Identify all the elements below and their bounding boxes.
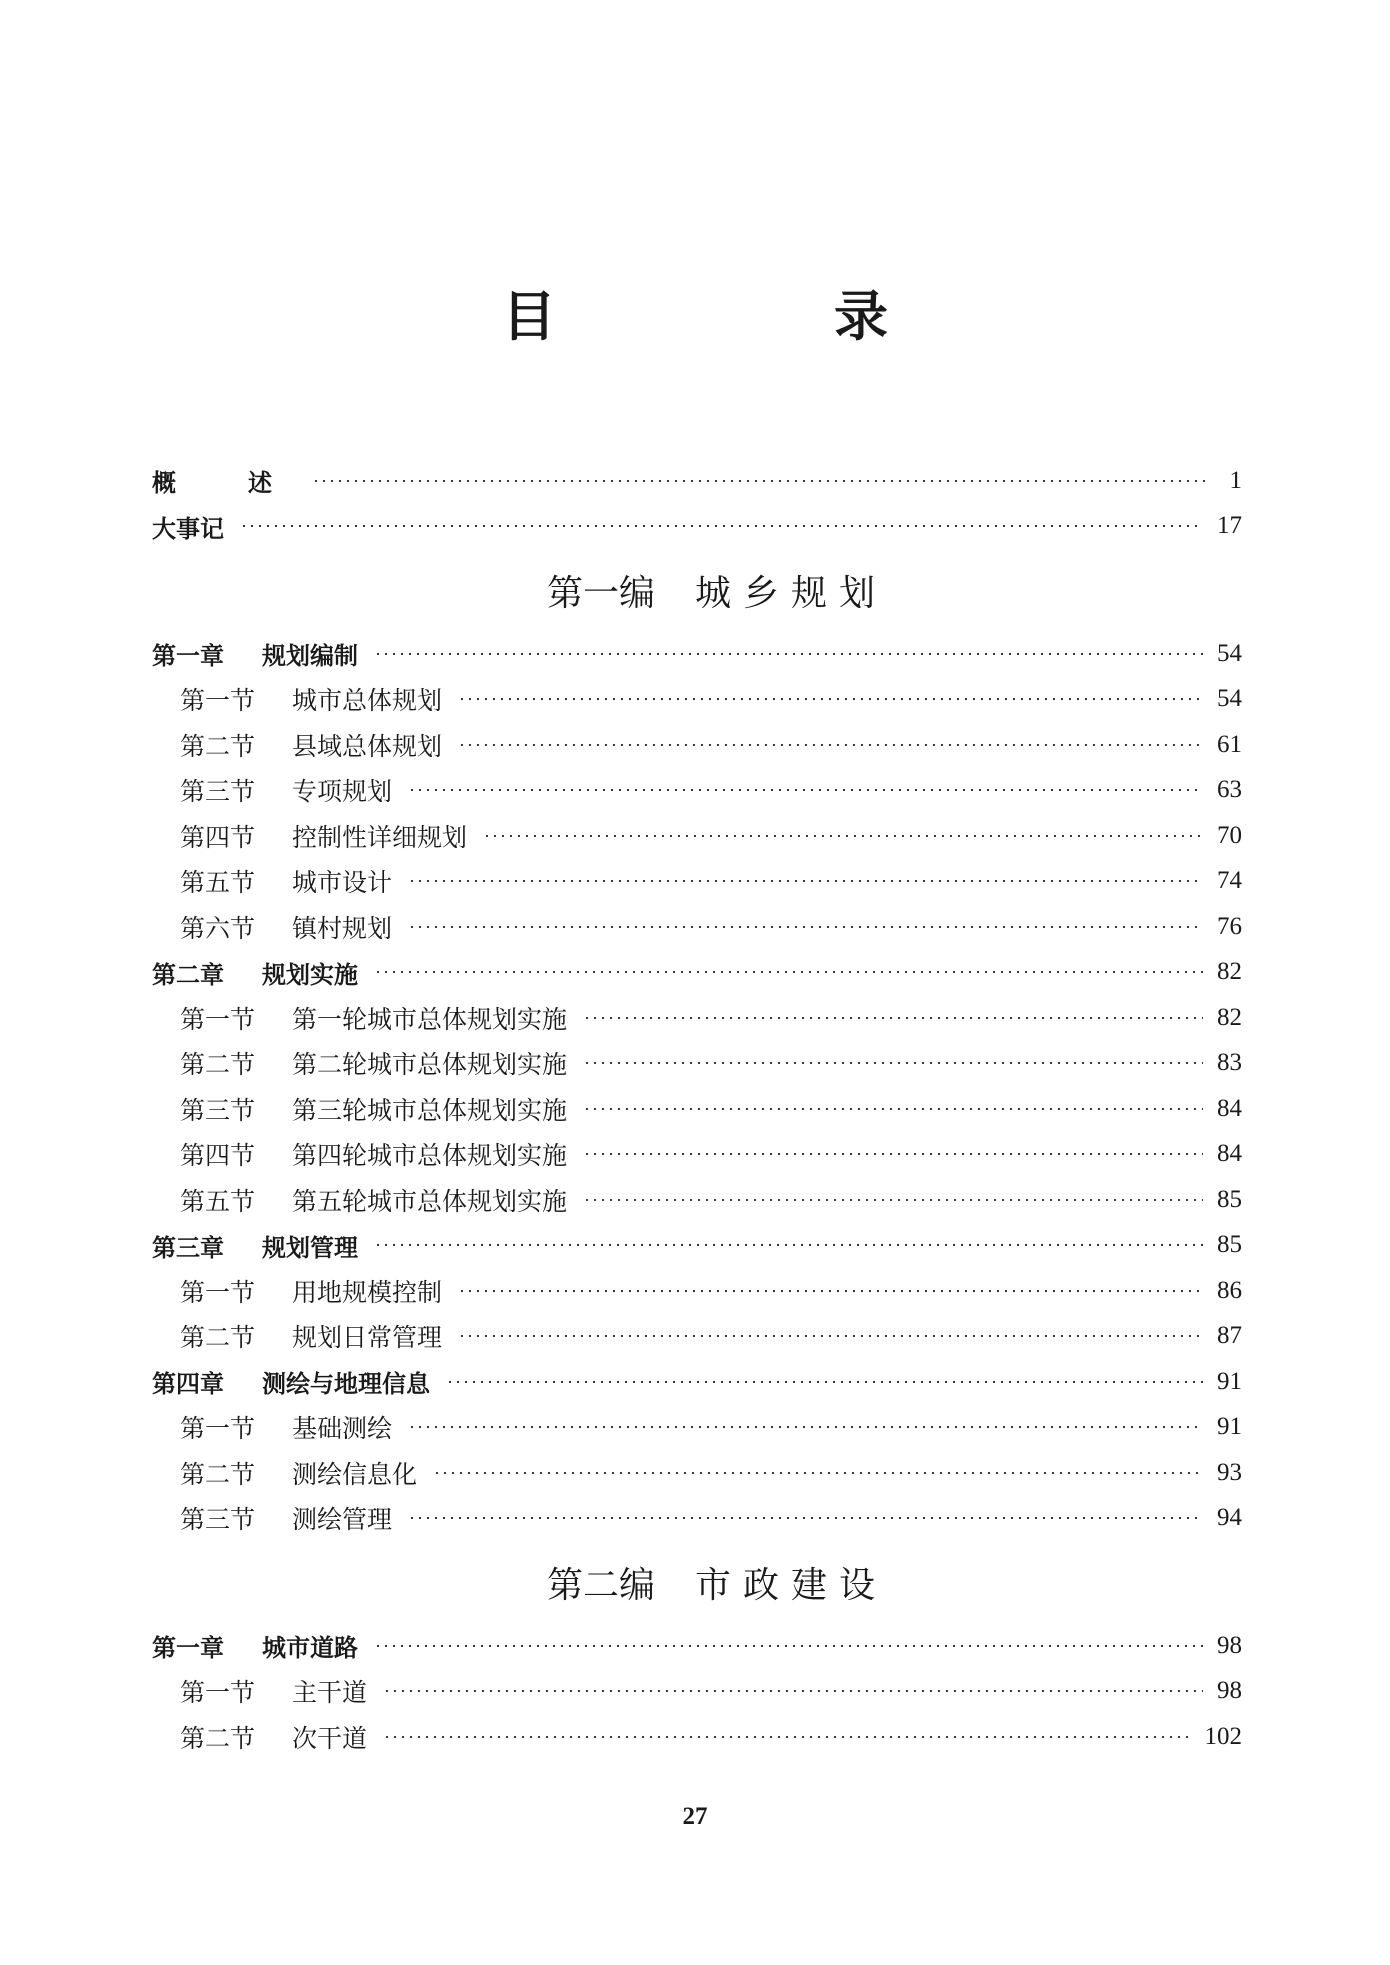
section-label [180, 1045, 567, 1081]
section-number: 第一节 [180, 1678, 256, 1708]
toc-entry-overview[interactable] [152, 458, 1242, 504]
section-page: 86 [1217, 1276, 1242, 1304]
section-number: 第二节 [180, 1723, 256, 1753]
section-page: 85 [1217, 1185, 1242, 1213]
section-title: 城市总体规划 [292, 686, 443, 716]
section-label [180, 1000, 567, 1036]
dot-leader [408, 1515, 1203, 1521]
dot-leader [374, 1242, 1203, 1248]
part-heading [152, 1541, 1242, 1623]
chapter-page: 98 [1217, 1631, 1242, 1659]
section-title: 测绘信息化 [292, 1459, 418, 1489]
chapter-label [152, 1364, 430, 1399]
toc-section-entry[interactable] [152, 1450, 1242, 1496]
entry-title: 概 述 [152, 469, 296, 498]
part-heading [152, 549, 1242, 631]
entry-title: 大事记 [152, 514, 224, 543]
dot-leader [458, 1333, 1203, 1339]
section-label [180, 1455, 417, 1491]
dot-leader [583, 1151, 1203, 1157]
dot-leader [583, 1106, 1203, 1112]
section-title: 第四轮城市总体规划实施 [292, 1141, 568, 1171]
chapter-page: 91 [1217, 1367, 1242, 1395]
section-number: 第一节 [180, 1414, 256, 1444]
section-number: 第二节 [180, 1323, 256, 1353]
section-number: 第三节 [180, 1505, 256, 1535]
section-number: 第四节 [180, 1141, 256, 1171]
toc-entry-chronicle[interactable] [152, 504, 1242, 550]
chapter-title: 规划实施 [262, 960, 358, 989]
chapter-label [152, 1228, 358, 1263]
section-page: 94 [1217, 1504, 1242, 1532]
page-title: 目 录 [502, 285, 1000, 348]
section-number: 第一节 [180, 1277, 256, 1307]
dot-leader [458, 1288, 1203, 1294]
entry-page: 1 [1229, 466, 1242, 494]
chapter-title: 规划编制 [262, 642, 358, 671]
section-label [180, 1500, 392, 1536]
section-label [180, 863, 392, 899]
dot-leader [583, 1060, 1203, 1066]
chapter-title: 测绘与地理信息 [262, 1370, 430, 1399]
section-title: 用地规模控制 [292, 1277, 443, 1307]
section-number: 第二节 [180, 1050, 256, 1080]
dot-leader [374, 1643, 1203, 1649]
section-number: 第一节 [180, 686, 256, 716]
chapter-title: 规划管理 [262, 1233, 358, 1262]
section-title: 第三轮城市总体规划实施 [292, 1095, 568, 1125]
section-page: 54 [1217, 685, 1242, 713]
section-page: 61 [1217, 730, 1242, 758]
section-title: 主干道 [292, 1678, 368, 1708]
section-label [180, 727, 442, 763]
chapter-page: 85 [1217, 1231, 1242, 1259]
toc-section-entry[interactable] [152, 1132, 1242, 1178]
toc-section-entry[interactable] [152, 1268, 1242, 1314]
toc-section-entry[interactable] [152, 1086, 1242, 1132]
section-page: 87 [1217, 1322, 1242, 1350]
section-label [180, 1136, 567, 1172]
chapter-number: 第一章 [152, 1634, 224, 1663]
toc-chapter-entry[interactable] [152, 950, 1242, 996]
toc-chapter-entry[interactable] [152, 1623, 1242, 1669]
toc-chapter-entry[interactable] [152, 1223, 1242, 1269]
section-label [180, 909, 392, 945]
dot-leader [583, 1015, 1203, 1021]
entry-page: 17 [1217, 512, 1242, 540]
section-title: 专项规划 [292, 777, 393, 807]
toc-chapter-entry[interactable] [152, 631, 1242, 677]
section-label [180, 1091, 567, 1127]
section-title: 第一轮城市总体规划实施 [292, 1004, 568, 1034]
table-of-contents [152, 458, 1242, 1760]
chapter-label [152, 636, 358, 671]
chapter-page: 54 [1217, 639, 1242, 667]
chapter-number: 第二章 [152, 960, 224, 989]
toc-section-entry[interactable] [152, 1496, 1242, 1542]
section-title: 镇村规划 [292, 913, 393, 943]
section-title: 测绘管理 [292, 1505, 393, 1535]
section-number: 第五节 [180, 868, 256, 898]
toc-section-entry[interactable] [152, 904, 1242, 950]
section-number: 第四节 [180, 822, 256, 852]
dot-leader [240, 523, 1203, 529]
dot-leader [446, 1379, 1203, 1385]
toc-section-entry[interactable] [152, 813, 1242, 859]
section-label [180, 1318, 442, 1354]
dot-leader [408, 878, 1203, 884]
toc-section-entry[interactable] [152, 768, 1242, 814]
dot-leader [408, 924, 1203, 930]
section-title: 县域总体规划 [292, 731, 443, 761]
section-title: 次干道 [292, 1723, 368, 1753]
section-page: 84 [1217, 1140, 1242, 1168]
chapter-title: 城市道路 [262, 1634, 358, 1663]
chapter-label [152, 1628, 358, 1663]
dot-leader [483, 833, 1203, 839]
toc-section-entry[interactable] [152, 1314, 1242, 1360]
section-page: 83 [1217, 1049, 1242, 1077]
section-number: 第六节 [180, 913, 256, 943]
dot-leader [408, 787, 1203, 793]
toc-section-entry[interactable] [152, 859, 1242, 905]
dot-leader [583, 1197, 1203, 1203]
section-label [180, 1273, 442, 1309]
section-number: 第二节 [180, 1459, 256, 1489]
section-page: 63 [1217, 776, 1242, 804]
section-number: 第三节 [180, 1095, 256, 1125]
section-page: 70 [1217, 821, 1242, 849]
toc-section-entry[interactable] [152, 677, 1242, 723]
chapter-number: 第一章 [152, 642, 224, 671]
dot-leader [458, 742, 1203, 748]
dot-leader [433, 1470, 1203, 1476]
dot-leader [312, 478, 1208, 484]
section-page: 102 [1204, 1722, 1242, 1750]
section-page: 93 [1217, 1458, 1242, 1486]
chapter-number: 第三章 [152, 1233, 224, 1262]
chapter-number: 第四章 [152, 1370, 224, 1399]
toc-section-entry[interactable] [152, 1714, 1242, 1760]
section-page: 76 [1217, 912, 1242, 940]
part-name: 城乡规划 [695, 572, 888, 614]
section-label [180, 818, 467, 854]
section-title: 第二轮城市总体规划实施 [292, 1050, 568, 1080]
dot-leader [458, 696, 1203, 702]
toc-section-entry[interactable] [152, 995, 1242, 1041]
section-label [180, 1182, 567, 1218]
section-page: 84 [1217, 1094, 1242, 1122]
section-number: 第三节 [180, 777, 256, 807]
section-title: 控制性详细规划 [292, 822, 468, 852]
section-page: 98 [1217, 1677, 1242, 1705]
toc-section-entry[interactable] [152, 1041, 1242, 1087]
section-title: 规划日常管理 [292, 1323, 443, 1353]
section-number: 第一节 [180, 1004, 256, 1034]
section-number: 第二节 [180, 731, 256, 761]
part-name: 市政建设 [695, 1564, 888, 1606]
toc-section-entry[interactable] [152, 1177, 1242, 1223]
part-number: 第一编 [546, 572, 655, 614]
section-label [180, 772, 392, 808]
section-number: 第五节 [180, 1186, 256, 1216]
toc-section-entry[interactable] [152, 1405, 1242, 1451]
page-number: 27 [682, 1803, 708, 1830]
dot-leader [383, 1688, 1203, 1694]
part-number: 第二编 [546, 1564, 655, 1606]
section-page: 91 [1217, 1413, 1242, 1441]
section-label [180, 681, 442, 717]
dot-leader [374, 969, 1203, 975]
section-label [180, 1409, 392, 1445]
section-page: 74 [1217, 867, 1242, 895]
section-title: 基础测绘 [292, 1414, 393, 1444]
toc-section-entry[interactable] [152, 722, 1242, 768]
dot-leader [374, 651, 1203, 657]
dot-leader [383, 1734, 1190, 1740]
toc-section-entry[interactable] [152, 1669, 1242, 1715]
parts-container [152, 549, 1242, 1760]
section-label [180, 1673, 367, 1709]
dot-leader [408, 1424, 1203, 1430]
chapter-label [152, 955, 358, 990]
section-label [180, 1719, 367, 1755]
chapter-page: 82 [1217, 958, 1242, 986]
section-page: 82 [1217, 1003, 1242, 1031]
section-title: 第五轮城市总体规划实施 [292, 1186, 568, 1216]
section-title: 城市设计 [292, 868, 393, 898]
toc-chapter-entry[interactable] [152, 1359, 1242, 1405]
